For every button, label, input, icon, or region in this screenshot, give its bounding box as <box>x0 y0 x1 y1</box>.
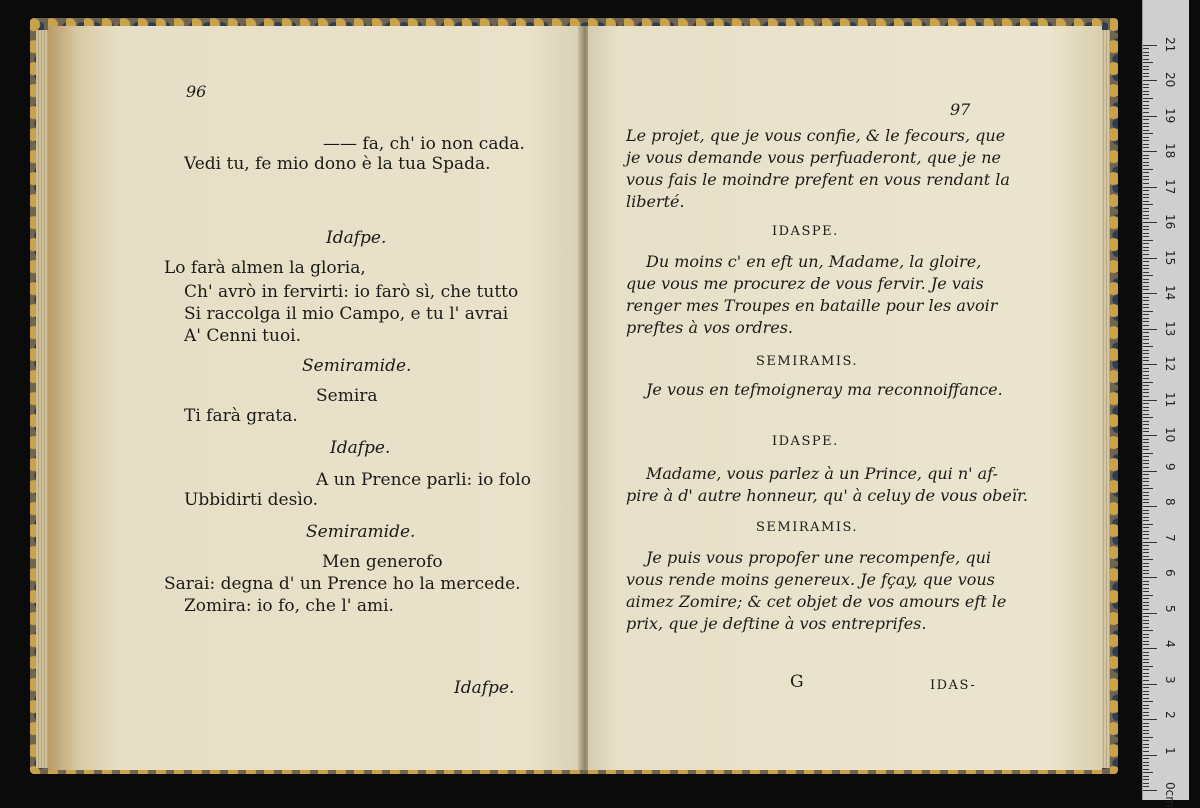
ruler-label: 21 <box>1163 36 1177 52</box>
ruler-tick <box>1143 758 1149 759</box>
ruler-label: 8 <box>1163 498 1177 506</box>
measuring-ruler <box>1142 0 1189 808</box>
speaker-name: Idafpe. <box>330 438 391 458</box>
ruler-tick <box>1143 542 1157 543</box>
ruler-tick <box>1143 45 1157 46</box>
text-line: Le projet, que je vous confie, & le fecours, que <box>626 126 1006 145</box>
ruler-label: 1 <box>1163 746 1177 755</box>
ruler-label: 9 <box>1163 462 1177 471</box>
ruler-tick <box>1143 460 1149 461</box>
ruler-tick <box>1143 137 1149 138</box>
text-line: Je vous en tefmoigneray ma reconnoiffance. <box>646 380 1003 399</box>
ruler-label: 19 <box>1163 107 1177 123</box>
ruler-tick <box>1143 559 1153 560</box>
ruler-tick <box>1143 147 1149 148</box>
ruler-tick <box>1143 80 1157 81</box>
ruler-tick <box>1143 215 1149 216</box>
ruler-tick <box>1143 744 1149 745</box>
ruler-tick <box>1143 116 1157 117</box>
ruler-tick <box>1143 229 1149 230</box>
ruler-tick <box>1143 378 1149 379</box>
ruler-tick <box>1143 772 1153 773</box>
ruler-tick <box>1143 769 1149 770</box>
ruler-tick <box>1143 708 1149 709</box>
ruler-tick <box>1143 371 1149 372</box>
ruler-tick <box>1143 751 1149 752</box>
speaker-name: Semiramide. <box>306 522 416 542</box>
text-line: aimez Zomire; & cet objet de vos amours eft le <box>626 592 1007 611</box>
ruler-tick <box>1143 705 1149 706</box>
ruler-tick <box>1143 87 1149 88</box>
ruler-tick <box>1143 591 1149 592</box>
ruler-tick <box>1143 616 1149 617</box>
ruler-tick <box>1143 332 1149 333</box>
ruler-tick <box>1143 346 1153 347</box>
text-line: Men generofo <box>322 552 443 572</box>
ruler-tick <box>1143 126 1149 127</box>
ruler-tick <box>1143 48 1149 49</box>
ruler-tick <box>1143 76 1149 77</box>
ruler-tick <box>1143 581 1149 582</box>
text-line: renger mes Troupes en bataille pour les avoir <box>626 296 998 315</box>
ruler-tick <box>1143 336 1149 337</box>
ruler-tick <box>1143 403 1149 404</box>
ruler-tick <box>1143 286 1149 287</box>
ruler-tick <box>1143 226 1149 227</box>
ruler-tick <box>1143 325 1149 326</box>
text-line: A un Prence parli: io folo <box>316 470 531 490</box>
text-line: Semira <box>316 386 378 406</box>
ruler-tick <box>1143 424 1149 425</box>
ruler-tick <box>1143 577 1157 578</box>
ruler-tick <box>1143 275 1153 276</box>
ruler-tick <box>1143 698 1149 699</box>
speaker-name: IDASPE. <box>772 434 839 449</box>
ruler-tick <box>1143 307 1149 308</box>
ruler-tick <box>1143 669 1149 670</box>
ruler-tick <box>1143 94 1149 95</box>
ruler-tick <box>1143 385 1149 386</box>
ruler-label: 17 <box>1163 178 1177 194</box>
ruler-tick <box>1143 297 1149 298</box>
ruler-tick <box>1143 534 1149 535</box>
ruler-tick <box>1143 375 1149 376</box>
text-line: Ch' avrò in fervirti: io farò sì, che tutto <box>184 282 519 302</box>
ruler-tick <box>1143 662 1149 663</box>
ruler-tick <box>1143 208 1149 209</box>
ruler-tick <box>1143 506 1157 507</box>
text-line: vous fais le moindre prefent en vous rendant la <box>626 170 1010 189</box>
ruler-tick <box>1143 481 1149 482</box>
ruler-tick <box>1143 545 1149 546</box>
ruler-label: 15 <box>1163 249 1177 265</box>
ruler-tick <box>1143 140 1149 141</box>
ruler-tick <box>1143 318 1149 319</box>
ruler-tick <box>1143 747 1149 748</box>
ruler-tick <box>1143 289 1149 290</box>
ruler-tick <box>1143 293 1157 294</box>
ruler-tick <box>1143 733 1149 734</box>
text-line: Ti farà grata. <box>184 406 298 426</box>
ruler-tick <box>1143 179 1149 180</box>
ruler-tick <box>1143 726 1149 727</box>
ruler-tick <box>1143 364 1157 365</box>
ruler-tick <box>1143 570 1149 571</box>
ruler-tick <box>1143 339 1149 340</box>
ruler-tick <box>1143 563 1149 564</box>
text-line: Je puis vous propofer une recompenfe, qui <box>646 548 992 567</box>
catchword: IDAS- <box>930 678 977 693</box>
ruler-tick <box>1143 627 1149 628</box>
ruler-tick <box>1143 321 1149 322</box>
ruler-tick <box>1143 684 1157 685</box>
ruler-label: 11 <box>1163 391 1177 407</box>
ruler-tick <box>1143 584 1149 585</box>
ruler-tick <box>1143 400 1157 401</box>
ruler-tick <box>1143 456 1149 457</box>
ruler-tick <box>1143 524 1153 525</box>
text-line: prix, que je deftine à vos entreprifes. <box>626 614 927 633</box>
ruler-tick <box>1143 407 1149 408</box>
ruler-tick <box>1143 151 1157 152</box>
ruler-tick <box>1143 467 1149 468</box>
speaker-name: SEMIRAMIS. <box>756 520 859 535</box>
ruler-tick <box>1143 272 1149 273</box>
ruler-label: 3 <box>1163 675 1177 684</box>
ruler-tick <box>1143 687 1149 688</box>
ruler-tick <box>1143 740 1149 741</box>
ruler-tick <box>1143 133 1153 134</box>
ruler-tick <box>1143 162 1149 163</box>
text-line: A' Cenni tuoi. <box>184 326 302 346</box>
ruler-tick <box>1143 69 1149 70</box>
ruler-tick <box>1143 62 1153 63</box>
ruler-tick <box>1143 520 1149 521</box>
ruler-tick <box>1143 783 1149 784</box>
ruler-tick <box>1143 300 1149 301</box>
ruler-tick <box>1143 762 1149 763</box>
ruler-tick <box>1143 98 1153 99</box>
ruler-tick <box>1143 197 1149 198</box>
ruler-tick <box>1143 495 1149 496</box>
ruler-tick <box>1143 719 1157 720</box>
ruler-label: 7 <box>1163 533 1177 542</box>
ruler-tick <box>1143 666 1153 667</box>
ruler-tick <box>1143 527 1149 528</box>
ruler-tick <box>1143 712 1149 713</box>
text-line: Vedi tu, fe mio dono è la tua Spada. <box>184 154 491 174</box>
ruler-tick <box>1143 538 1149 539</box>
ruler-tick <box>1143 431 1149 432</box>
ruler-tick <box>1143 478 1149 479</box>
ruler-tick <box>1143 91 1149 92</box>
ruler-tick <box>1143 442 1149 443</box>
ruler-tick <box>1143 680 1149 681</box>
ruler-label: 13 <box>1163 320 1177 336</box>
ruler-tick <box>1143 549 1149 550</box>
ruler-tick <box>1143 190 1149 191</box>
left-page <box>48 26 582 770</box>
ruler-tick <box>1143 566 1149 567</box>
ruler-tick <box>1143 155 1149 156</box>
text-line: Sarai: degna d' un Prence ho la mercede. <box>164 574 521 594</box>
ruler-tick <box>1143 605 1149 606</box>
ruler-label: 2 <box>1163 711 1177 719</box>
ruler-tick <box>1143 428 1149 429</box>
ruler-tick <box>1143 421 1149 422</box>
ruler-tick <box>1143 499 1149 500</box>
ruler-tick <box>1143 187 1157 188</box>
ruler-tick <box>1143 314 1149 315</box>
ruler-label: 20 <box>1163 72 1177 88</box>
ruler-tick <box>1143 311 1153 312</box>
ruler-tick <box>1143 602 1149 603</box>
ruler-tick <box>1143 353 1149 354</box>
ruler-tick <box>1143 176 1149 177</box>
ruler-label: 18 <box>1163 143 1177 159</box>
ruler-tick <box>1143 329 1157 330</box>
ruler-tick <box>1143 723 1149 724</box>
ruler-tick <box>1143 648 1157 649</box>
speaker-name: Idafpe. <box>326 228 387 248</box>
ruler-tick <box>1143 552 1149 553</box>
ruler-tick <box>1143 595 1153 596</box>
ruler-tick <box>1143 123 1149 124</box>
ruler-tick <box>1143 620 1149 621</box>
ruler-tick <box>1143 630 1153 631</box>
ruler-tick <box>1143 218 1149 219</box>
text-line: Zomira: io fo, che l' ami. <box>184 596 394 616</box>
ruler-tick <box>1143 52 1149 53</box>
ruler-tick <box>1143 119 1149 120</box>
text-line: Si raccolga il mio Campo, e tu l' avrai <box>184 304 509 324</box>
text-line: Lo farà almen la gloria, <box>164 258 366 278</box>
ruler-tick <box>1143 676 1149 677</box>
text-line: Ubbidirti desìo. <box>184 490 319 510</box>
ruler-tick <box>1143 183 1149 184</box>
ruler-tick <box>1143 694 1149 695</box>
ruler-tick <box>1143 517 1149 518</box>
ruler-tick <box>1143 240 1153 241</box>
speaker-name: Semiramide. <box>302 356 412 376</box>
ruler-tick <box>1143 790 1157 791</box>
ruler-tick <box>1143 73 1149 74</box>
text-line: que vous me procurez de vous fervir. Je vais <box>626 274 984 293</box>
ruler-tick <box>1143 130 1149 131</box>
ruler-tick <box>1143 343 1149 344</box>
ruler-tick <box>1143 105 1149 106</box>
speaker-name: IDASPE. <box>772 224 839 239</box>
ruler-tick <box>1143 84 1149 85</box>
ruler-tick <box>1143 389 1149 390</box>
ruler-tick <box>1143 201 1149 202</box>
ruler-tick <box>1143 492 1149 493</box>
ruler-tick <box>1143 701 1153 702</box>
ruler-tick <box>1143 243 1149 244</box>
page-number: 96 <box>186 82 207 101</box>
ruler-tick <box>1143 211 1149 212</box>
ruler-tick <box>1143 357 1149 358</box>
ruler-tick <box>1143 350 1149 351</box>
right-page <box>588 26 1102 770</box>
ruler-tick <box>1143 446 1149 447</box>
ruler-tick <box>1143 588 1149 589</box>
ruler-tick <box>1143 776 1149 777</box>
ruler-tick <box>1143 730 1149 731</box>
ruler-tick <box>1143 360 1149 361</box>
ruler-tick <box>1143 439 1149 440</box>
text-line: liberté. <box>626 192 685 211</box>
ruler-label: 6 <box>1163 569 1177 577</box>
ruler-tick <box>1143 691 1149 692</box>
ruler-tick <box>1143 268 1149 269</box>
ruler-tick <box>1143 637 1149 638</box>
ruler-tick <box>1143 613 1157 614</box>
ruler-tick <box>1143 502 1149 503</box>
ruler-tick <box>1143 236 1149 237</box>
ruler-tick <box>1143 673 1149 674</box>
ruler-label: 5 <box>1163 604 1177 613</box>
ruler-tick <box>1143 435 1157 436</box>
ruler-tick <box>1143 779 1149 780</box>
ruler-tick <box>1143 765 1149 766</box>
ruler-tick <box>1143 396 1149 397</box>
ruler-tick <box>1143 485 1149 486</box>
ruler-tick <box>1143 634 1149 635</box>
ruler-tick <box>1143 755 1157 756</box>
ruler-tick <box>1143 59 1149 60</box>
ruler-tick <box>1143 644 1149 645</box>
ruler-tick <box>1143 222 1157 223</box>
ruler-tick <box>1143 204 1153 205</box>
ruler-tick <box>1143 66 1149 67</box>
ruler-tick <box>1143 101 1149 102</box>
ruler-tick <box>1143 247 1149 248</box>
ruler-tick <box>1143 609 1149 610</box>
text-line: Du moins c' en eft un, Madame, la gloire, <box>646 252 982 271</box>
ruler-tick <box>1143 786 1149 787</box>
ruler-tick <box>1143 737 1153 738</box>
ruler-tick <box>1143 417 1153 418</box>
ruler-tick <box>1143 368 1149 369</box>
speaker-name: SEMIRAMIS. <box>756 354 859 369</box>
ruler-tick <box>1143 471 1157 472</box>
page-number: 97 <box>950 100 971 119</box>
ruler-tick <box>1143 510 1149 511</box>
ruler-tick <box>1143 573 1149 574</box>
text-line: pire à d' autre honneur, qu' à celuy de vous obeïr. <box>626 486 1028 505</box>
ruler-tick <box>1143 449 1149 450</box>
ruler-tick <box>1143 513 1149 514</box>
ruler-tick <box>1143 414 1149 415</box>
ruler-tick <box>1143 172 1149 173</box>
ruler-tick <box>1143 641 1149 642</box>
ruler-tick <box>1143 659 1149 660</box>
ruler-tick <box>1143 165 1149 166</box>
ruler-tick <box>1143 556 1149 557</box>
text-line: preftes à vos ordres. <box>626 318 794 337</box>
ruler-label: 16 <box>1163 214 1177 230</box>
ruler-label: 12 <box>1163 356 1177 372</box>
ruler-tick <box>1143 108 1149 109</box>
ruler-tick <box>1143 55 1149 56</box>
ruler-tick <box>1143 463 1149 464</box>
catchword: Idafpe. <box>454 678 515 698</box>
ruler-tick <box>1143 279 1149 280</box>
ruler-tick <box>1143 233 1149 234</box>
ruler-tick <box>1143 623 1149 624</box>
ruler-tick <box>1143 258 1157 259</box>
ruler-tick <box>1143 474 1149 475</box>
ruler-tick <box>1143 655 1149 656</box>
ruler-tick <box>1143 382 1153 383</box>
signature-mark: G <box>790 672 804 692</box>
ruler-tick <box>1143 715 1149 716</box>
ruler-tick <box>1143 265 1149 266</box>
ruler-tick <box>1143 194 1149 195</box>
ruler-tick <box>1143 531 1149 532</box>
ruler-tick <box>1143 410 1149 411</box>
text-line: vous rende moins genereux. Je fçay, que vous <box>626 570 995 589</box>
ruler-label: 14 <box>1163 285 1177 301</box>
ruler-label: 10 <box>1163 427 1177 443</box>
text-line: Madame, vous parlez à un Prince, qui n' af- <box>646 464 998 483</box>
ruler-tick <box>1143 144 1149 145</box>
text-line: je vous demande vous perfuaderont, que je ne <box>626 148 1001 167</box>
ruler-tick <box>1143 652 1149 653</box>
ruler-label: 0cm <box>1163 782 1177 808</box>
ruler-tick <box>1143 158 1149 159</box>
ruler-tick <box>1143 453 1153 454</box>
ruler-tick <box>1143 488 1153 489</box>
ruler-tick <box>1143 261 1149 262</box>
ruler-tick <box>1143 112 1149 113</box>
ruler-tick <box>1143 392 1149 393</box>
ruler-tick <box>1143 282 1149 283</box>
ruler-tick <box>1143 304 1149 305</box>
ruler-label: 4 <box>1163 640 1177 648</box>
ruler-tick <box>1143 169 1153 170</box>
text-line: —— fa, ch' io non cada. <box>323 134 525 154</box>
ruler-tick <box>1143 598 1149 599</box>
ruler-tick <box>1143 250 1149 251</box>
ruler-tick <box>1143 254 1149 255</box>
